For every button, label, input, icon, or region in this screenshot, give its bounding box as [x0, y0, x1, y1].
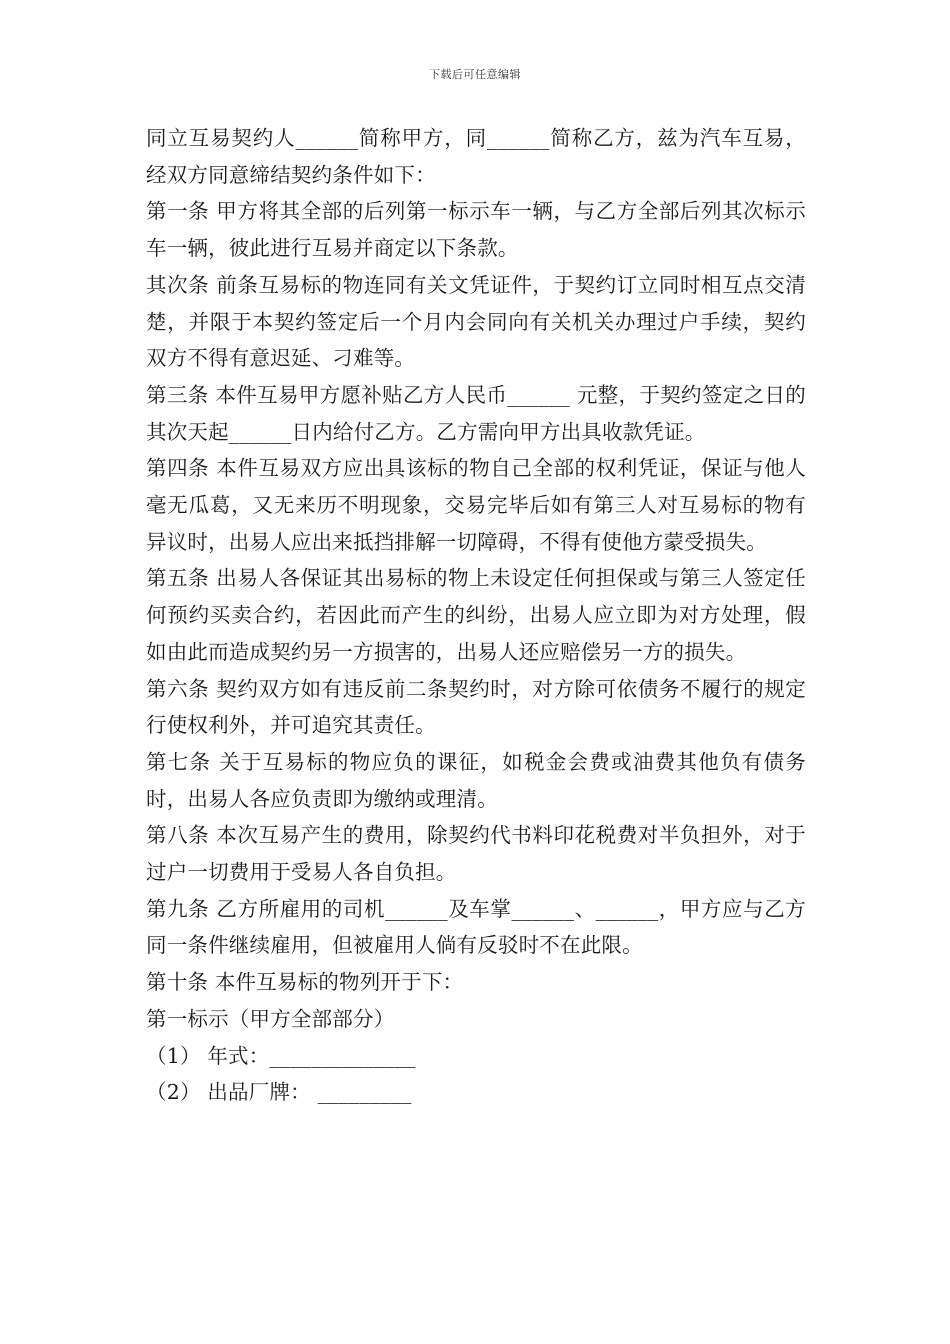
paragraph-article-1: 第一条 甲方将其全部的后列第一标示车一辆，与乙方全部后列其次标示车一辆，彼此进行互易并商定以下条款。: [146, 199, 806, 261]
contract-body: [146, 120, 806, 1111]
paragraph-article-9: 第九条 乙方所雇用的司机______及车掌______、______，甲方应与乙方同一条件继续雇用，但被雇用人倘有反驳时不在此限。: [146, 896, 806, 958]
paragraph-intro: 同立互易契约人______简称甲方，同______简称乙方，兹为汽车互易，经双方同意缔结契约条件如下：: [146, 126, 806, 187]
paragraph-article-5: 第五条 出易人各保证其出易标的物上未设定任何担保或与第三人签定任何预约买卖合约，若因此而产生的纠纷，出易人应立即为对方处理，假如由此而造成契约另一方损害的，出易人还应赔偿另一方的损失。: [146, 566, 806, 664]
paragraph-article-8: 第八条 本次互易产生的费用，除契约代书料印花税费对半负担外，对于过户一切费用于受易人各自负担。: [146, 823, 806, 885]
paragraph-article-10: 第十条 本件互易标的物列开于下：: [146, 970, 464, 995]
paragraph-article-4: 第四条 本件互易双方应出具该标的物自己全部的权利凭证，保证与他人毫无瓜葛，又无来历不明现象，交易完毕后如有第三人对互易标的物有异议时，出易人应出来抵挡排解一切障碍，不得有使他方蒙受损失。: [146, 456, 806, 554]
paragraph-first-item-heading: 第一标示（甲方全部部分）: [146, 1006, 395, 1031]
paragraph-article-6: 第六条 契约双方如有违反前二条契约时，对方除可依债务不履行的规定行使权利外，并可追究其责任。: [146, 676, 806, 738]
paragraph-article-2: 其次条 前条互易标的物连同有关文凭证件，于契约订立同时相互点交清楚，并限于本契约签定后一个月内会同向有关机关办理过户手续，契约双方不得有意迟延、刁难等。: [146, 272, 806, 371]
paragraph-item-brand: （2） 出品厂牌： _________: [146, 1080, 412, 1105]
paragraph-article-3: 第三条 本件互易甲方愿补贴乙方人民币______ 元整，于契约签定之日的其次天起______日内给付乙方。乙方需向甲方出具收款凭证。: [146, 382, 806, 444]
paragraph-article-7: 第七条 关于互易标的物应负的课征，如税金会费或油费其他负有债务时，出易人各应负责即为缴纳或理清。: [146, 749, 806, 811]
paragraph-item-year: （1） 年式：______________: [146, 1043, 416, 1068]
page-header: 下载后可任意编辑: [429, 68, 521, 81]
